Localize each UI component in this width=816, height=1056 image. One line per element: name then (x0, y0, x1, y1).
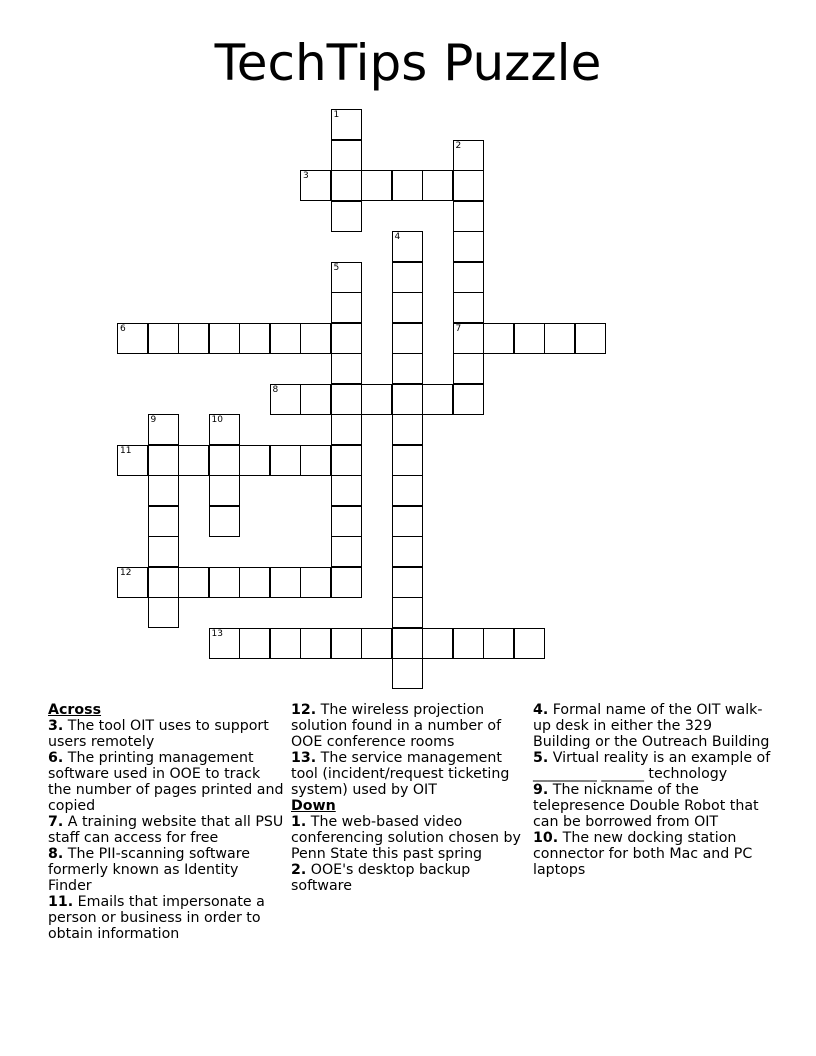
grid-cell[interactable] (331, 262, 362, 293)
grid-cell[interactable] (331, 445, 362, 476)
grid-cell[interactable] (300, 567, 331, 598)
clue-item-number: 7. (48, 814, 64, 830)
grid-cell[interactable] (392, 506, 423, 537)
clue-item-text: The wireless projection solution found in a number of OOE conference rooms (291, 702, 502, 750)
grid-cell[interactable] (392, 658, 423, 689)
across-clue-list (48, 718, 286, 942)
grid-cell[interactable] (422, 170, 453, 201)
clue-item-number: 4. (533, 702, 549, 718)
grid-cell[interactable] (331, 536, 362, 567)
grid-cell[interactable] (148, 506, 179, 537)
clue-number: 10 (211, 415, 223, 425)
grid-cell[interactable] (270, 567, 301, 598)
grid-cell[interactable] (239, 445, 270, 476)
grid-cell[interactable] (239, 567, 270, 598)
grid-cell[interactable] (117, 445, 148, 476)
clue-item-number: 11. (48, 894, 74, 910)
grid-cell[interactable] (331, 323, 362, 354)
clue-item-number: 2. (291, 862, 307, 878)
grid-cell[interactable] (453, 262, 484, 293)
down-clue-list (291, 814, 529, 894)
grid-cell[interactable] (178, 323, 209, 354)
grid-cell[interactable] (331, 414, 362, 445)
clue-item (48, 750, 286, 814)
clue-number: 6 (120, 323, 126, 334)
grid-cell[interactable] (209, 628, 240, 659)
clue-item (533, 782, 771, 830)
grid-cell[interactable] (331, 628, 362, 659)
grid-cell[interactable] (453, 353, 484, 384)
clue-item-number: 12. (291, 702, 317, 718)
clue-item-number: 9. (533, 782, 549, 798)
grid-cell[interactable] (117, 323, 148, 354)
grid-cell[interactable] (392, 628, 423, 659)
grid-cell[interactable] (453, 170, 484, 201)
grid-cell[interactable] (331, 475, 362, 506)
grid-cell[interactable] (270, 628, 301, 659)
grid-cell[interactable] (544, 323, 575, 354)
clue-item (291, 750, 529, 798)
grid-cell[interactable] (331, 506, 362, 537)
clues-column-3 (533, 702, 771, 878)
clue-number: 13 (211, 628, 223, 639)
grid-cell[interactable] (178, 567, 209, 598)
clue-item (533, 830, 771, 878)
clue-item (533, 750, 771, 782)
clue-number: 8 (272, 384, 279, 395)
grid-cell[interactable] (209, 475, 240, 506)
grid-cell[interactable] (239, 628, 270, 659)
grid-cell[interactable] (209, 445, 240, 476)
clue-number: 3 (303, 171, 309, 181)
grid-cell[interactable] (148, 414, 179, 445)
grid-cell[interactable] (361, 384, 392, 415)
across-clue-list-continued (291, 702, 529, 798)
clues-column-1 (48, 702, 286, 942)
grid-cell[interactable] (514, 323, 545, 354)
clue-item (291, 862, 529, 894)
clue-number: 5 (333, 262, 340, 273)
across-heading: Across (48, 702, 102, 718)
grid-cell[interactable] (453, 628, 484, 659)
grid-cell[interactable] (514, 628, 545, 659)
grid-cell[interactable] (331, 201, 362, 232)
clue-item (291, 702, 529, 750)
grid-cell[interactable] (453, 292, 484, 323)
clue-number: 2 (455, 140, 462, 151)
grid-cell[interactable] (361, 170, 392, 201)
grid-cell[interactable] (453, 201, 484, 232)
grid-cell[interactable] (331, 384, 362, 415)
clue-item-number: 8. (48, 846, 64, 862)
grid-cell[interactable] (331, 567, 362, 598)
grid-cell[interactable] (117, 567, 148, 598)
grid-cell[interactable] (392, 231, 423, 262)
clue-number: 4 (394, 232, 401, 242)
down-heading: Down (291, 798, 336, 814)
clue-item-text: The tool OIT uses to support users remotely (48, 718, 269, 750)
page-title: TechTips Puzzle (214, 34, 602, 92)
grid-cell[interactable] (422, 384, 453, 415)
grid-cell[interactable] (209, 414, 240, 445)
grid-cell[interactable] (209, 567, 240, 598)
grid-cell[interactable] (270, 323, 301, 354)
down-clue-list-continued (533, 702, 771, 878)
clue-number: 11 (120, 445, 132, 456)
clue-item-text: The nickname of the telepresence Double Robot that can be borrowed from OIT (533, 782, 759, 830)
grid-cell[interactable] (392, 170, 423, 201)
clue-item-text: Virtual reality is an example of _________ ______ technology (533, 750, 771, 782)
grid-cell[interactable] (453, 384, 484, 415)
grid-cell[interactable] (209, 506, 240, 537)
grid-cell[interactable] (209, 323, 240, 354)
grid-cell[interactable] (270, 384, 301, 415)
clue-item-number: 6. (48, 750, 64, 766)
clue-item (48, 718, 286, 750)
clues-column-2 (291, 702, 529, 894)
grid-cell[interactable] (392, 475, 423, 506)
clue-item (533, 702, 771, 750)
clue-item-number: 5. (533, 750, 549, 766)
grid-cell[interactable] (422, 628, 453, 659)
grid-cell[interactable] (483, 323, 514, 354)
grid-cell[interactable] (300, 170, 331, 201)
grid-cell[interactable] (392, 536, 423, 567)
clue-item (48, 894, 286, 942)
clue-item-text: Emails that impersonate a person or business in order to obtain information (48, 894, 265, 942)
grid-cell[interactable] (483, 628, 514, 659)
grid-cell[interactable] (392, 353, 423, 384)
grid-cell[interactable] (300, 445, 331, 476)
grid-cell[interactable] (148, 323, 179, 354)
clue-number: 7 (455, 323, 462, 334)
clue-number: 9 (150, 415, 157, 425)
clue-item (48, 846, 286, 894)
clue-item-text: The PII-scanning software formerly known as Identity Finder (48, 846, 250, 894)
grid-cell[interactable] (392, 567, 423, 598)
clue-item-number: 3. (48, 718, 64, 734)
clue-item-text: Formal name of the OIT walk-up desk in either the 329 Building or the Outreach Building (533, 702, 770, 750)
grid-cell[interactable] (148, 536, 179, 567)
grid-cell[interactable] (300, 628, 331, 659)
clue-item-text: A training website that all PSU staff can access for free (48, 814, 284, 846)
clue-item (291, 814, 529, 862)
clue-item-text: The new docking station connector for both Mac and PC laptops (533, 830, 753, 878)
clue-item-text: The web-based video conferencing solution chosen by Penn State this past spring (291, 814, 521, 862)
grid-cell[interactable] (239, 323, 270, 354)
grid-cell[interactable] (148, 597, 179, 628)
clue-number: 1 (333, 110, 340, 120)
grid-cell[interactable] (148, 475, 179, 506)
grid-cell[interactable] (331, 353, 362, 384)
clue-item-text: OOE's desktop backup software (291, 862, 471, 894)
grid-cell[interactable] (361, 628, 392, 659)
grid-cell[interactable] (453, 231, 484, 262)
clue-item (48, 814, 286, 846)
grid-cell[interactable] (300, 384, 331, 415)
grid-cell[interactable] (331, 170, 362, 201)
grid-cell[interactable] (392, 384, 423, 415)
grid-cell[interactable] (392, 292, 423, 323)
clue-item-number: 1. (291, 814, 307, 830)
grid-cell[interactable] (392, 445, 423, 476)
clue-item-text: The printing management software used in OOE to track the number of pages printed and copied (48, 750, 284, 814)
grid-cell[interactable] (392, 414, 423, 445)
clue-item-number: 13. (291, 750, 317, 766)
grid-cell[interactable] (392, 597, 423, 628)
grid-cell[interactable] (331, 292, 362, 323)
grid-cell[interactable] (148, 567, 179, 598)
grid-cell[interactable] (392, 323, 423, 354)
grid-cell[interactable] (575, 323, 606, 354)
grid-cell[interactable] (331, 109, 362, 140)
clue-number: 12 (120, 567, 132, 578)
grid-cell[interactable] (270, 445, 301, 476)
grid-cell[interactable] (331, 140, 362, 171)
grid-cell[interactable] (453, 323, 484, 354)
clue-item-number: 10. (533, 830, 559, 846)
grid-cell[interactable] (178, 445, 209, 476)
grid-cell[interactable] (148, 445, 179, 476)
grid-cell[interactable] (453, 140, 484, 171)
grid-cell[interactable] (300, 323, 331, 354)
grid-cell[interactable] (392, 262, 423, 293)
clue-item-text: The service management tool (incident/request ticketing system) used by OIT (291, 750, 510, 798)
